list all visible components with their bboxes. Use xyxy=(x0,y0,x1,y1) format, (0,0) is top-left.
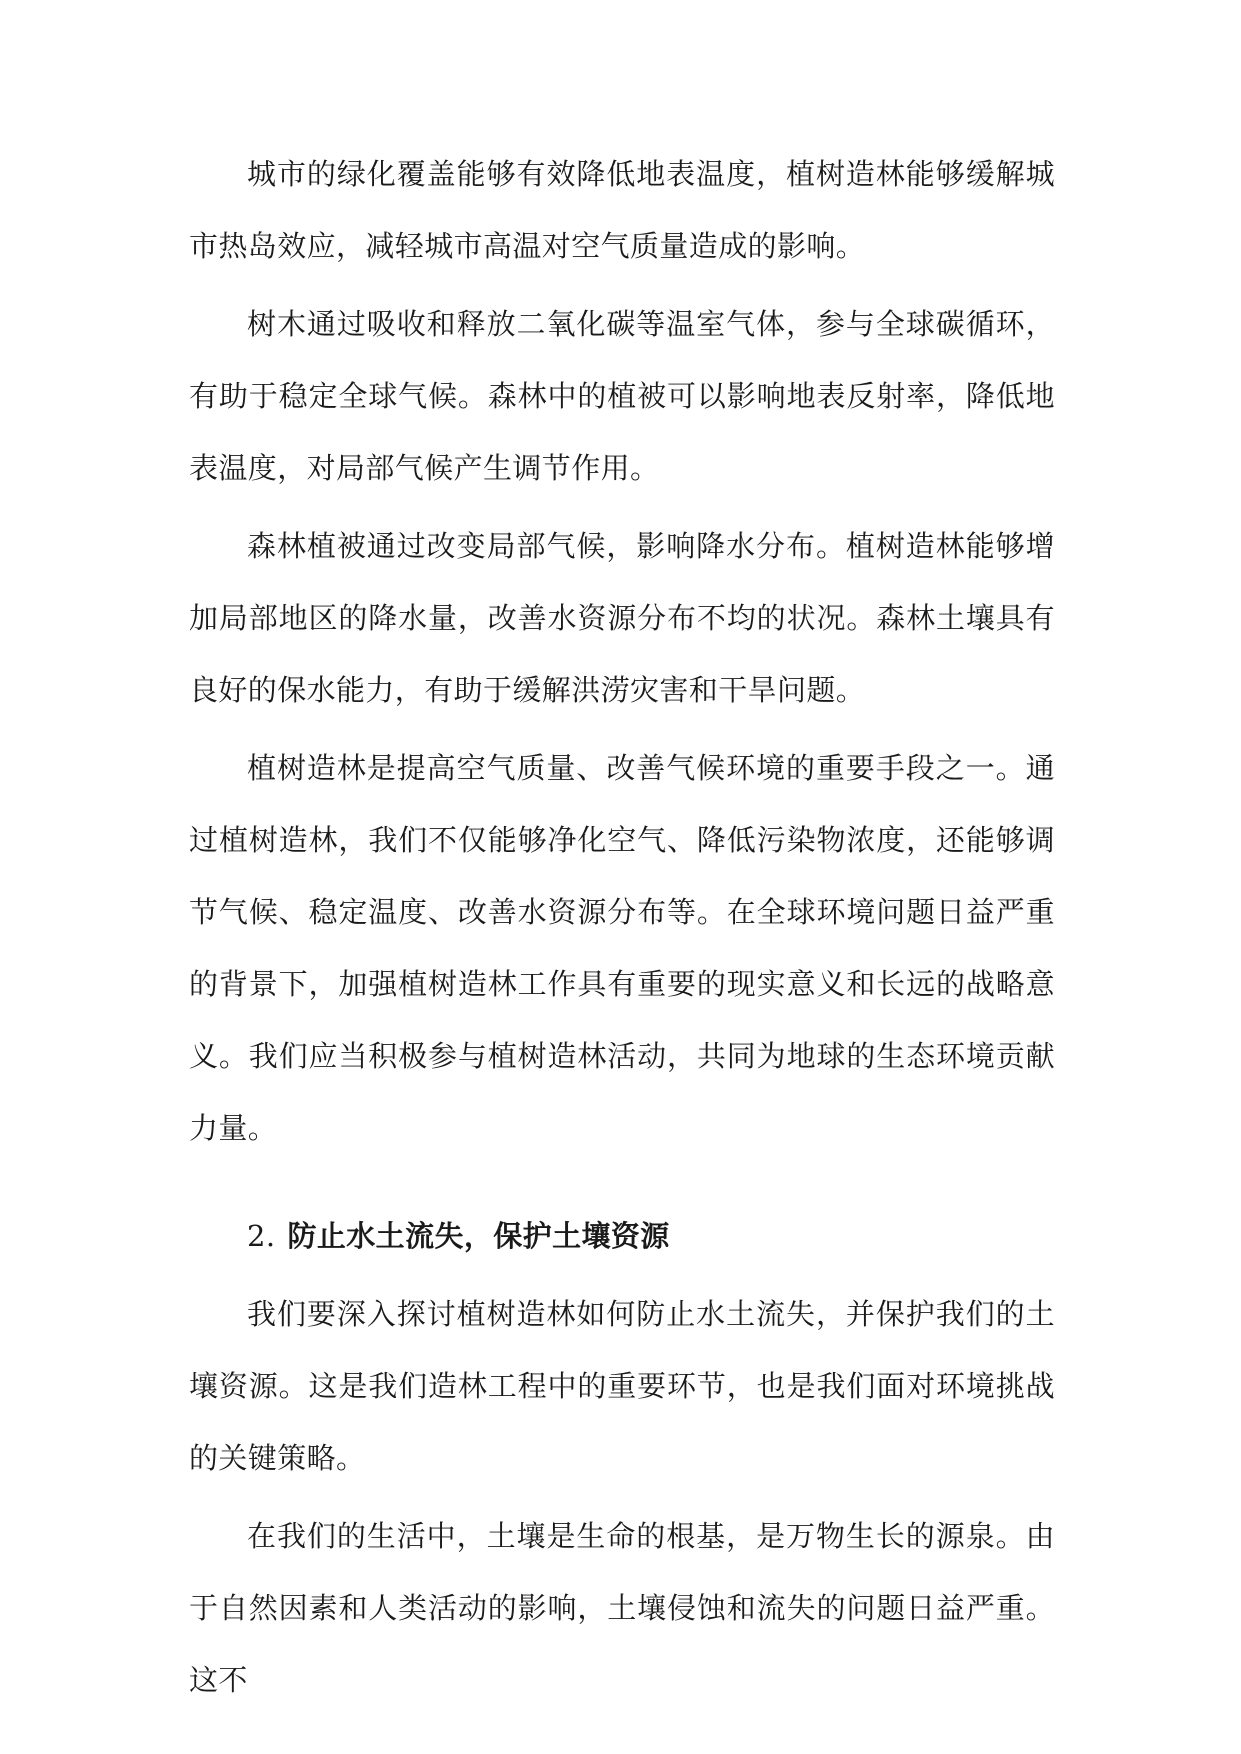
paragraph-precipitation: 森林植被通过改变局部气候，影响降水分布。植树造林能够增加局部地区的降水量，改善水资源分布不均的状况。森林土壤具有良好的保水能力，有助于缓解洪涝灾害和干旱问题。 xyxy=(189,529,1055,707)
section-heading xyxy=(189,1200,1055,1272)
paragraph-soil-importance: 在我们的生活中，土壤是生命的根基，是万物生长的源泉。由于自然因素和人类活动的影响，土壤侵蚀和流失的问题日益严重。这不 xyxy=(189,1519,1055,1697)
paragraph-carbon-cycle: 树木通过吸收和释放二氧化碳等温室气体，参与全球碳循环，有助于稳定全球气候。森林中的植被可以影响地表反射率，降低地表温度，对局部气候产生调节作用。 xyxy=(189,307,1055,485)
paragraph-urban-greening: 城市的绿化覆盖能够有效降低地表温度，植树造林能够缓解城市热岛效应，减轻城市高温对空气质量造成的影响。 xyxy=(189,157,1055,263)
document-page xyxy=(189,138,1055,1722)
section-title: 防止水土流失，保护土壤资源 xyxy=(287,1219,670,1253)
section-number: 2. xyxy=(247,1219,276,1253)
paragraph-soil-intro: 我们要深入探讨植树造林如何防止水土流失，并保护我们的土壤资源。这是我们造林工程中的重要环节，也是我们面对环境挑战的关键策略。 xyxy=(189,1297,1055,1475)
paragraph-summary: 植树造林是提高空气质量、改善气候环境的重要手段之一。通过植树造林，我们不仅能够净化空气、降低污染物浓度，还能够调节气候、稳定温度、改善水资源分布等。在全球环境问题日益严重的背景下，加强植树造林工作具有重要的现实意义和长远的战略意义。我们应当积极参与植树造林活动，共同为地球的生态环境贡献力量。 xyxy=(189,751,1055,1145)
